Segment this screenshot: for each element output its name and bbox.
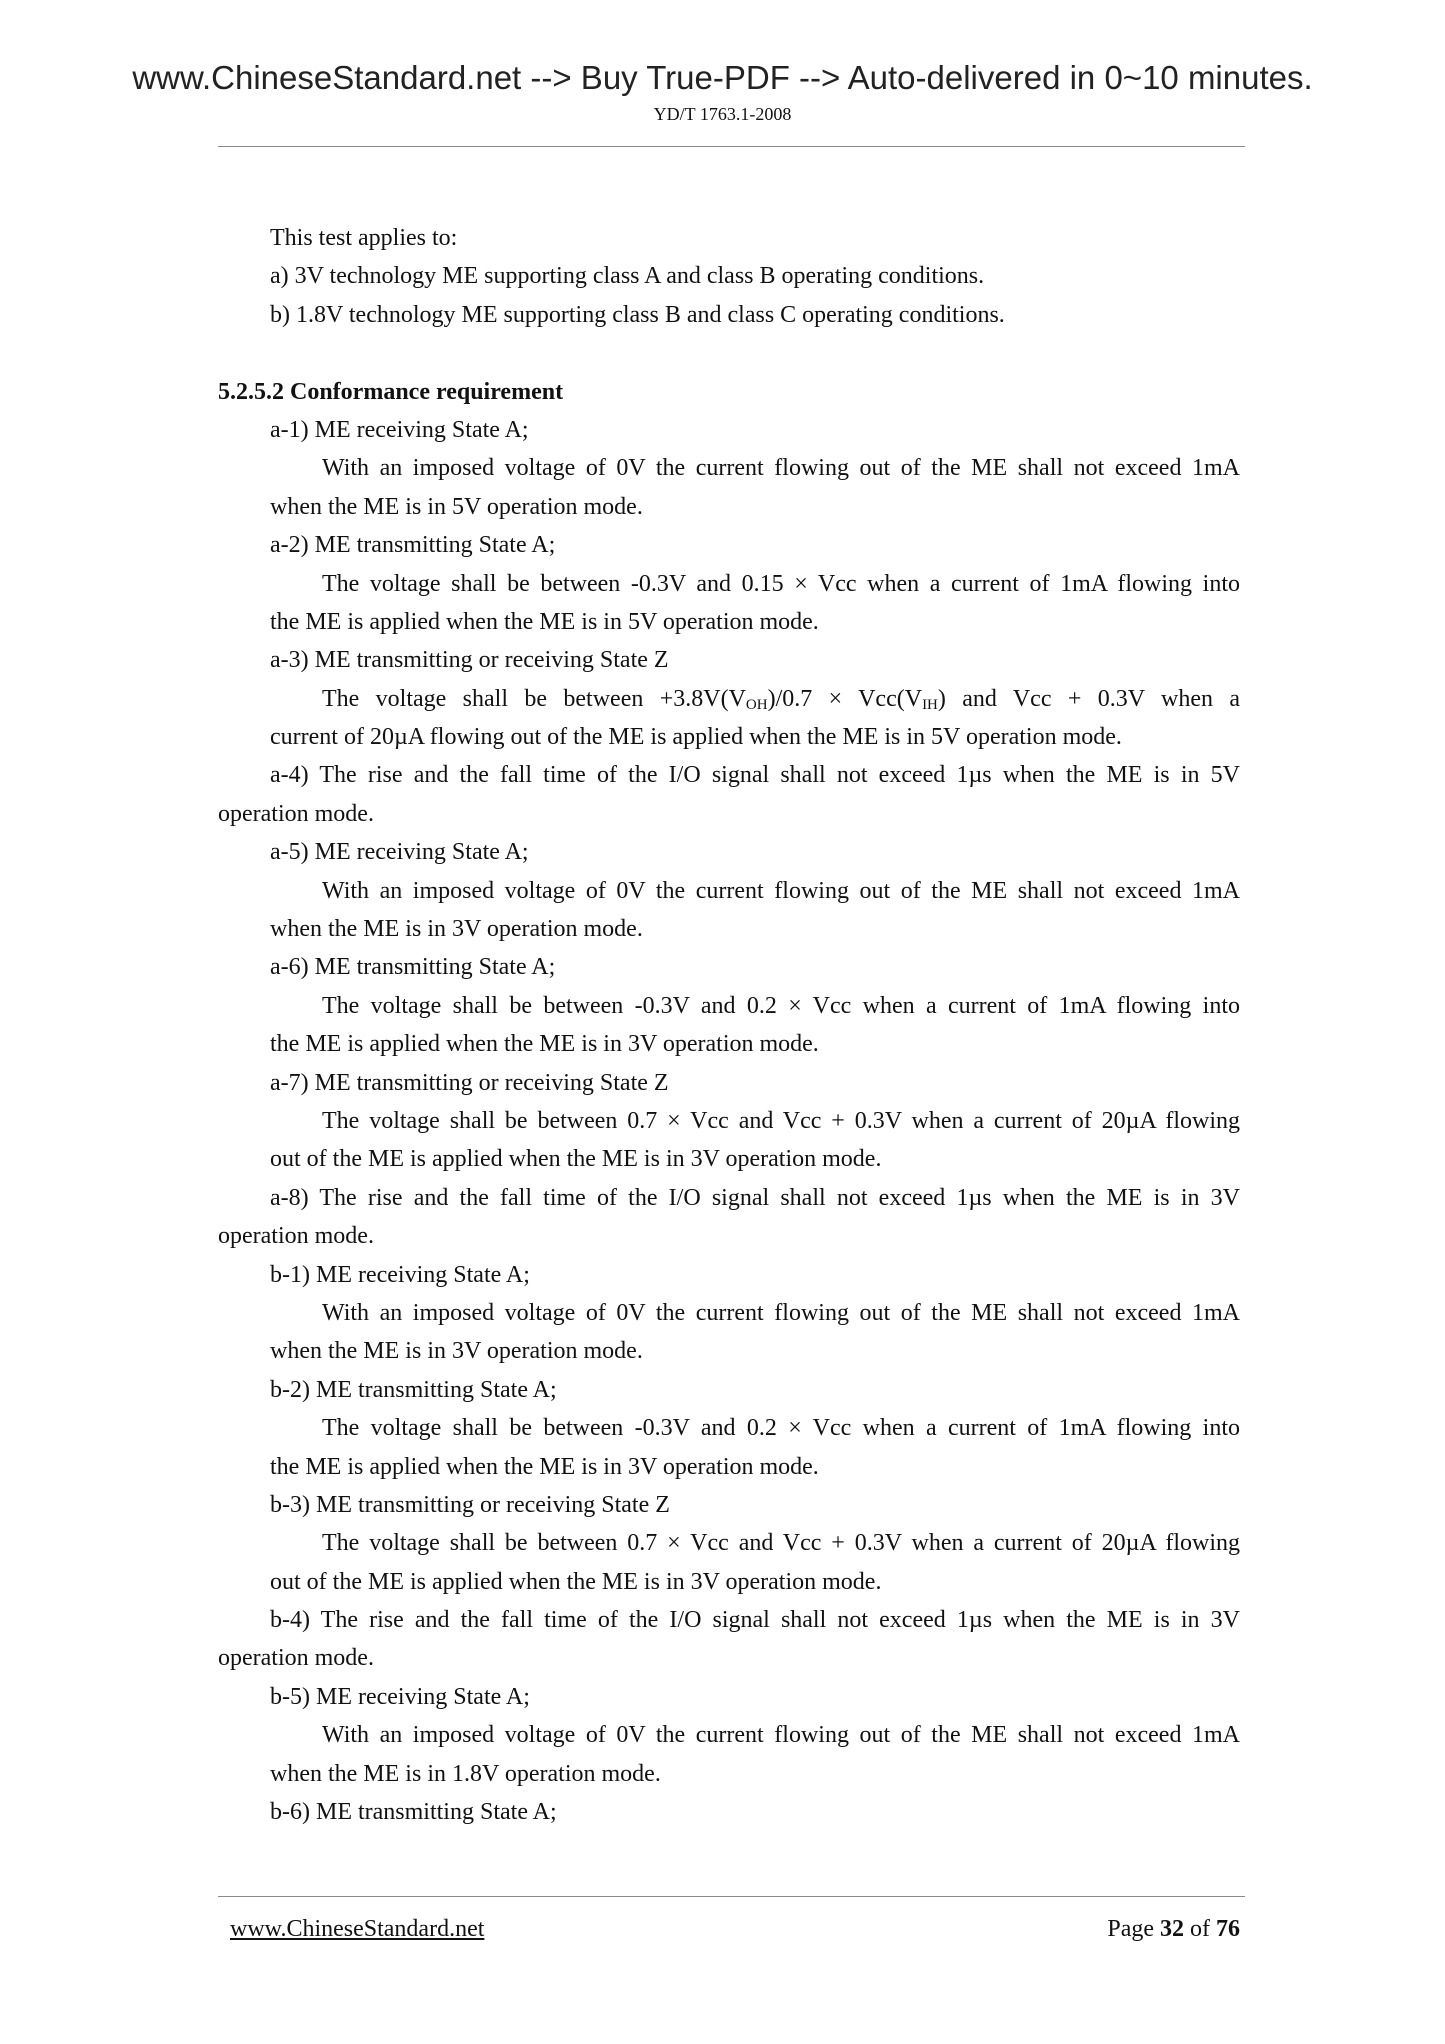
item-b4-text-cont: operation mode. (218, 1645, 374, 1672)
intro-applies: This test applies to: (270, 225, 458, 251)
item-a8-text: a-8) The rise and the fall time of the I/O signal shall not exceed 1µs when the ME is in 3V (270, 1184, 1240, 1211)
a3-text-part2: )/0.7 × Vcc(V (767, 685, 923, 712)
item-b2-text: The voltage shall be between -0.3V and 0.2 × Vcc when a current of 1mA flowing into (322, 1415, 1240, 1442)
item-a5-title: a-5) ME receiving State A; (270, 839, 529, 866)
item-a5-text: With an imposed voltage of 0V the current flowing out of the ME shall not exceed 1mA (322, 877, 1240, 904)
a3-text-part3: ) and Vcc + 0.3V when a (937, 685, 1241, 712)
item-b5-title: b-5) ME receiving State A; (270, 1683, 530, 1710)
item-b1-title: b-1) ME receiving State A; (270, 1261, 530, 1288)
item-a6-text-cont: the ME is applied when the ME is in 3V operation mode. (270, 1031, 819, 1058)
a3-subscript-ih: IH (922, 696, 938, 713)
item-a4-text-cont: operation mode. (218, 800, 374, 827)
item-b3-text-cont: out of the ME is applied when the ME is in 3V operation mode. (270, 1568, 882, 1595)
spacer (218, 334, 1240, 372)
item-b5-text: With an imposed voltage of 0V the current flowing out of the ME shall not exceed 1mA (322, 1722, 1240, 1749)
item-a7-text: The voltage shall be between 0.7 × Vcc and Vcc + 0.3V when a current of 20µA flowing (322, 1107, 1240, 1134)
item-a1-title: a-1) ME receiving State A; (270, 416, 529, 443)
item-a3-title: a-3) ME transmitting or receiving State Z (270, 647, 669, 674)
item-a7-title: a-7) ME transmitting or receiving State Z (270, 1069, 669, 1096)
item-a5-text-cont: when the ME is in 3V operation mode. (270, 916, 643, 943)
page-total: 76 (1216, 1916, 1240, 1942)
item-a7-text-cont: out of the ME is applied when the ME is in 3V operation mode. (270, 1146, 882, 1173)
item-a6-title: a-6) ME transmitting State A; (270, 954, 556, 981)
item-a4-text: a-4) The rise and the fall time of the I/O signal shall not exceed 1µs when the ME is in 5V (270, 762, 1240, 789)
a3-subscript-oh: OH (745, 696, 768, 713)
item-b2-title: b-2) ME transmitting State A; (270, 1376, 557, 1403)
item-a3-text-cont: current of 20µA flowing out of the ME is applied when the ME is in 5V operation mode. (270, 724, 1122, 751)
item-b1-text-cont: when the ME is in 3V operation mode. (270, 1338, 643, 1365)
a3-text-part1: The voltage shall be between +3.8V(V (322, 685, 746, 712)
item-a2-title: a-2) ME transmitting State A; (270, 532, 556, 559)
page-indicator (1107, 1913, 1240, 1945)
standard-code: YD/T 1763.1-2008 (653, 104, 792, 124)
page-label: Page (1107, 1916, 1154, 1942)
page-number: 32 (1160, 1916, 1184, 1942)
intro-item-a: a) 3V technology ME supporting class A and class B operating conditions. (270, 263, 985, 290)
footer-site-link[interactable]: www.ChineseStandard.net (230, 1916, 485, 1942)
item-a2-text: The voltage shall be between -0.3V and 0.15 × Vcc when a current of 1mA flowing into (322, 570, 1240, 597)
item-a6-text: The voltage shall be between -0.3V and 0.2 × Vcc when a current of 1mA flowing into (322, 992, 1240, 1019)
footer-divider (218, 1896, 1245, 1897)
item-b6-title: b-6) ME transmitting State A; (270, 1799, 557, 1826)
item-a1-text: With an imposed voltage of 0V the current flowing out of the ME shall not exceed 1mA (322, 455, 1240, 482)
item-a8-text-cont: operation mode. (218, 1223, 374, 1250)
intro-item-b: b) 1.8V technology ME supporting class B and class C operating conditions. (270, 301, 1005, 328)
item-a2-text-cont: the ME is applied when the ME is in 5V operation mode. (270, 608, 819, 635)
item-b1-text: With an imposed voltage of 0V the current flowing out of the ME shall not exceed 1mA (322, 1299, 1240, 1326)
item-b3-title: b-3) ME transmitting or receiving State Z (270, 1491, 670, 1518)
item-b2-text-cont: the ME is applied when the ME is in 3V operation mode. (270, 1453, 819, 1480)
item-a3-text (218, 680, 1240, 718)
item-b5-text-cont: when the ME is in 1.8V operation mode. (270, 1760, 661, 1787)
item-b3-text: The voltage shall be between 0.7 × Vcc and Vcc + 0.3V when a current of 20µA flowing (322, 1530, 1240, 1557)
header-divider (218, 146, 1245, 147)
item-a1-text-cont: when the ME is in 5V operation mode. (270, 493, 643, 520)
section-heading: 5.2.5.2 Conformance requirement (218, 378, 564, 405)
page-of-label: of (1190, 1916, 1210, 1942)
header-banner: www.ChineseStandard.net --> Buy True-PDF --> Auto-delivered in 0~10 minutes. (132, 59, 1313, 96)
document-body (218, 219, 1240, 1831)
item-b4-text: b-4) The rise and the fall time of the I/O signal shall not exceed 1µs when the ME is in 3V (270, 1607, 1240, 1634)
